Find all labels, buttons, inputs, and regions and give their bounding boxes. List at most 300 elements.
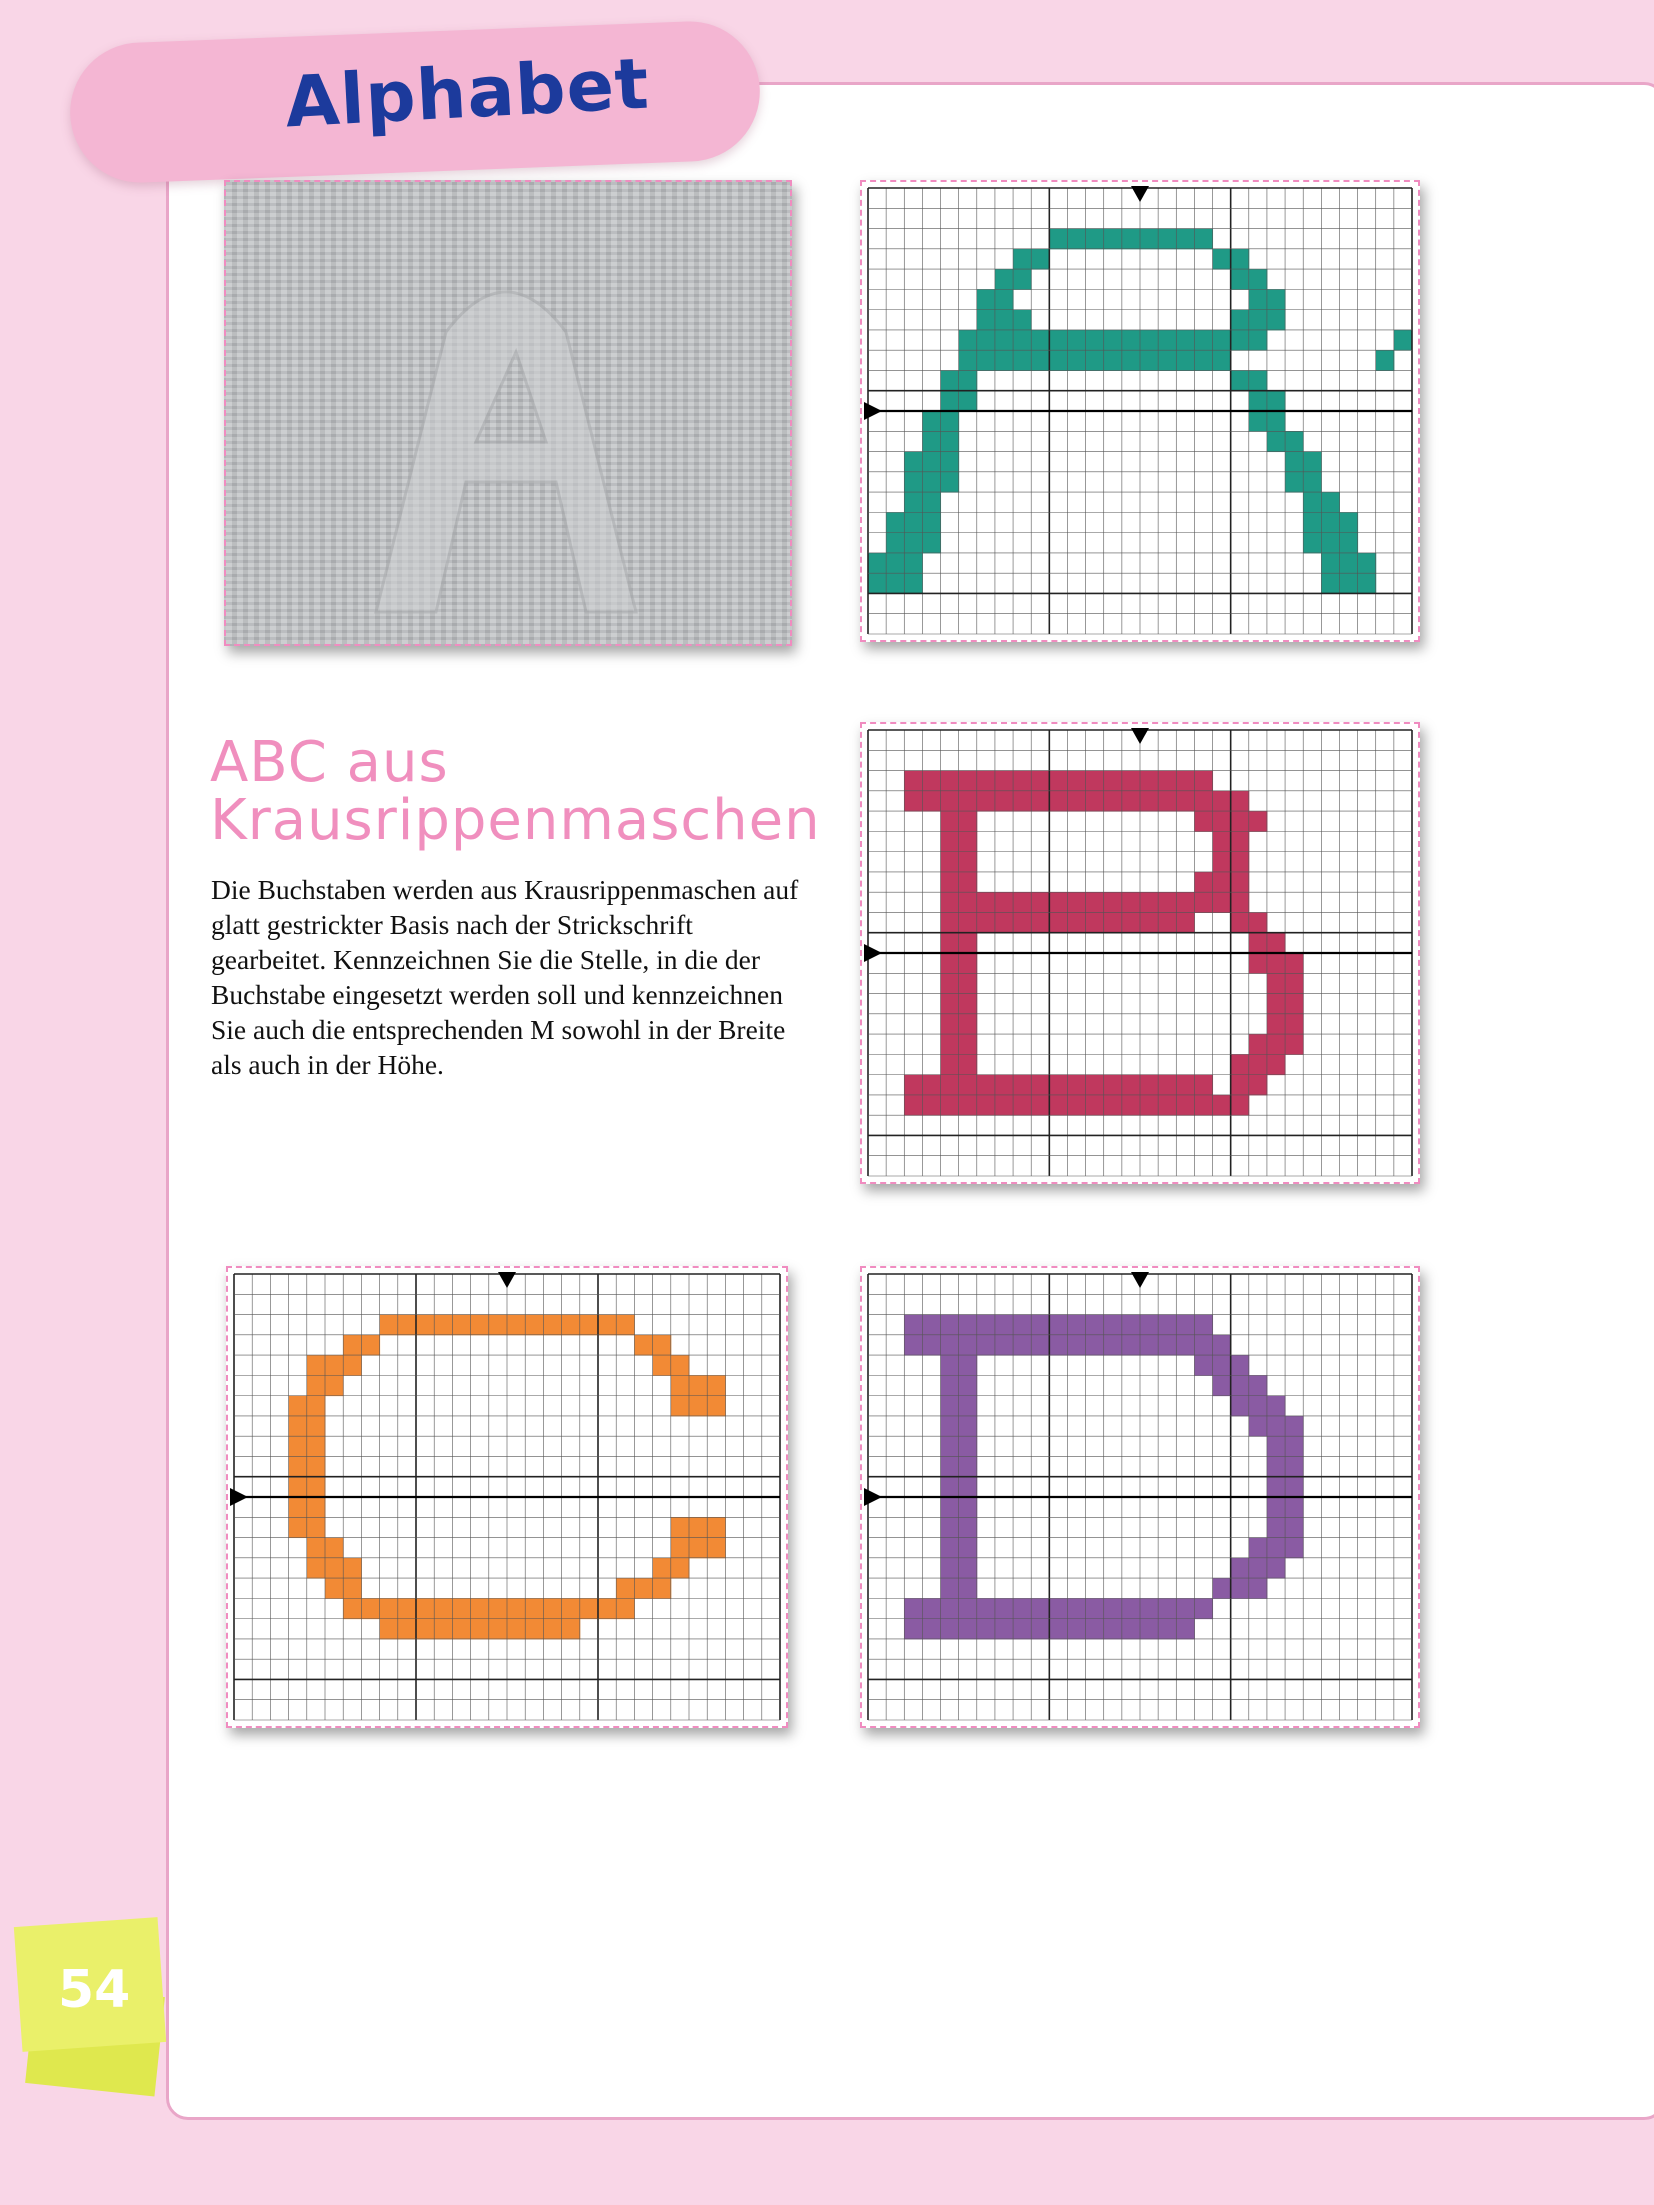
chart-cell-b	[1249, 953, 1268, 974]
chart-cell-b	[1194, 1075, 1213, 1096]
chart-cell-d	[941, 1598, 960, 1619]
chart-cell-a	[1213, 350, 1232, 371]
chart-cell-b	[959, 852, 978, 873]
chart-cell-b	[1194, 771, 1213, 792]
chart-cell-c	[653, 1558, 672, 1579]
chart-cell-c	[398, 1598, 417, 1619]
chart-cell-c	[307, 1517, 326, 1538]
chart-cell-b	[1067, 771, 1086, 792]
chart-cell-c	[325, 1558, 344, 1579]
chart-cell-d	[1285, 1436, 1304, 1457]
chart-cell-d	[1176, 1335, 1195, 1356]
chart-cell-d	[1231, 1558, 1250, 1579]
chart-cell-b	[1104, 771, 1123, 792]
chart-cell-b	[959, 912, 978, 933]
chart-cell-a	[922, 431, 941, 452]
chart-cell-a	[1303, 533, 1322, 554]
chart-cell-c	[325, 1538, 344, 1559]
chart-cell-c	[653, 1355, 672, 1376]
chart-cell-c	[562, 1315, 581, 1336]
chart-cell-b	[941, 994, 960, 1015]
chart-cell-c	[307, 1477, 326, 1498]
chart-cell-b	[1285, 973, 1304, 994]
chart-cell-a	[1158, 350, 1177, 371]
chart-cell-b	[941, 852, 960, 873]
chart-cell-b	[1176, 1075, 1195, 1096]
chart-cell-d	[959, 1598, 978, 1619]
chart-cell-c	[671, 1517, 690, 1538]
chart-cell-a	[1122, 229, 1141, 250]
chart-cell-a	[1339, 573, 1358, 594]
chart-cell-b	[1194, 892, 1213, 913]
chart-cell-b	[1031, 912, 1050, 933]
chart-cell-c	[598, 1315, 617, 1336]
chart-cell-d	[1104, 1619, 1123, 1640]
chart-cell-b	[1158, 892, 1177, 913]
chart-cell-b	[1249, 912, 1268, 933]
chart-cell-d	[1013, 1335, 1032, 1356]
chart-cell-a	[1013, 310, 1032, 331]
chart-cell-b	[1231, 791, 1250, 812]
chart-cell-b	[1213, 791, 1232, 812]
chart-cell-d	[959, 1456, 978, 1477]
chart-cell-b	[959, 994, 978, 1015]
chart-grid-a	[862, 182, 1418, 640]
chart-cell-c	[471, 1598, 490, 1619]
chart-cell-a	[1158, 229, 1177, 250]
chart-cell-b	[1176, 1095, 1195, 1116]
chart-cell-c	[434, 1315, 453, 1336]
chart-cell-b	[1140, 771, 1159, 792]
chart-cell-d	[959, 1375, 978, 1396]
chart-cell-d	[1285, 1456, 1304, 1477]
chart-cell-a	[1321, 492, 1340, 513]
chart-cell-b	[941, 953, 960, 974]
chart-cell-a	[1194, 229, 1213, 250]
chart-cell-a	[995, 350, 1014, 371]
chart-letter-d	[860, 1266, 1420, 1728]
chart-cell-c	[489, 1315, 508, 1336]
chart-cell-b	[1049, 912, 1068, 933]
chart-cell-d	[1140, 1619, 1159, 1640]
chart-cell-a	[1194, 350, 1213, 371]
chart-cell-b	[1140, 791, 1159, 812]
chart-cell-c	[434, 1619, 453, 1640]
chart-cell-b	[1049, 1095, 1068, 1116]
chart-cell-b	[1249, 1075, 1268, 1096]
chart-cell-b	[995, 791, 1014, 812]
chart-cell-c	[416, 1619, 435, 1640]
chart-cell-d	[1013, 1619, 1032, 1640]
chart-cell-b	[1249, 1054, 1268, 1075]
chart-cell-d	[1122, 1619, 1141, 1640]
chart-cell-b	[941, 1075, 960, 1096]
chart-cell-a	[1086, 229, 1105, 250]
chart-cell-b	[977, 771, 996, 792]
chart-cell-a	[868, 553, 887, 574]
chart-cell-d	[1249, 1538, 1268, 1559]
chart-cell-a	[904, 492, 923, 513]
chart-cell-c	[343, 1598, 362, 1619]
chart-cell-d	[904, 1335, 923, 1356]
chart-cell-b	[1194, 811, 1213, 832]
chart-cell-b	[1122, 791, 1141, 812]
chart-cell-a	[904, 533, 923, 554]
chart-cell-a	[1176, 330, 1195, 351]
chart-cell-d	[1213, 1578, 1232, 1599]
chart-cell-c	[525, 1315, 544, 1336]
chart-cell-b	[1049, 1075, 1068, 1096]
chart-cell-b	[1067, 912, 1086, 933]
chart-cell-a	[1122, 330, 1141, 351]
chart-cell-b	[959, 1034, 978, 1055]
chart-cell-c	[361, 1598, 380, 1619]
chart-cell-a	[904, 573, 923, 594]
chart-cell-b	[959, 953, 978, 974]
chart-cell-d	[1267, 1517, 1286, 1538]
chart-cell-a	[1303, 492, 1322, 513]
chart-cell-b	[1031, 1075, 1050, 1096]
chart-cell-a	[1376, 350, 1395, 371]
chart-cell-a	[1140, 350, 1159, 371]
chart-cell-d	[904, 1619, 923, 1640]
chart-cell-b	[1176, 892, 1195, 913]
chart-cell-b	[1031, 1095, 1050, 1116]
chart-cell-b	[959, 1014, 978, 1035]
chart-cell-c	[689, 1517, 708, 1538]
chart-cell-b	[1267, 1014, 1286, 1035]
chart-cell-b	[995, 1095, 1014, 1116]
chart-cell-c	[289, 1456, 308, 1477]
chart-cell-a	[1194, 330, 1213, 351]
chart-cell-d	[977, 1619, 996, 1640]
chart-cell-a	[941, 472, 960, 493]
chart-cell-c	[707, 1375, 726, 1396]
chart-cell-d	[959, 1558, 978, 1579]
center-column-arrow-icon	[498, 1272, 516, 1288]
chart-cell-a	[1104, 350, 1123, 371]
chart-cell-d	[959, 1578, 978, 1599]
chart-cell-a	[1213, 249, 1232, 270]
chart-cell-a	[1067, 350, 1086, 371]
chart-cell-b	[1158, 771, 1177, 792]
chart-cell-b	[1158, 912, 1177, 933]
chart-cell-d	[922, 1335, 941, 1356]
chart-cell-b	[1122, 1095, 1141, 1116]
chart-cell-a	[941, 391, 960, 412]
chart-cell-a	[1176, 350, 1195, 371]
chart-cell-b	[977, 791, 996, 812]
chart-cell-b	[941, 1054, 960, 1075]
chart-cell-d	[977, 1335, 996, 1356]
chart-cell-c	[489, 1619, 508, 1640]
chart-cell-c	[452, 1315, 471, 1336]
chart-cell-b	[1140, 912, 1159, 933]
chart-cell-a	[977, 330, 996, 351]
knitted-letter-a-shape	[226, 182, 790, 644]
chart-cell-a	[959, 391, 978, 412]
chart-cell-d	[904, 1315, 923, 1336]
chart-cell-b	[1267, 933, 1286, 954]
chart-cell-d	[977, 1315, 996, 1336]
chart-cell-c	[562, 1619, 581, 1640]
chart-cell-a	[1267, 391, 1286, 412]
chart-cell-b	[1249, 1034, 1268, 1055]
chart-cell-a	[941, 452, 960, 473]
chart-cell-d	[1267, 1456, 1286, 1477]
chart-cell-d	[1122, 1335, 1141, 1356]
chart-letter-b	[860, 722, 1420, 1184]
chart-cell-d	[1104, 1598, 1123, 1619]
chart-cell-a	[1285, 472, 1304, 493]
chart-cell-b	[1231, 1054, 1250, 1075]
chart-cell-c	[343, 1558, 362, 1579]
chart-cell-b	[959, 771, 978, 792]
chart-cell-b	[1213, 852, 1232, 873]
chart-cell-a	[977, 350, 996, 371]
chart-cell-a	[1140, 330, 1159, 351]
chart-cell-d	[959, 1497, 978, 1518]
chart-cell-d	[1049, 1598, 1068, 1619]
chart-cell-b	[1267, 953, 1286, 974]
chart-cell-c	[471, 1315, 490, 1336]
chart-cell-b	[1267, 1054, 1286, 1075]
chart-cell-d	[1249, 1578, 1268, 1599]
chart-cell-a	[1140, 229, 1159, 250]
chart-cell-a	[1267, 310, 1286, 331]
chart-cell-d	[1267, 1497, 1286, 1518]
chart-cell-d	[941, 1558, 960, 1579]
chart-cell-c	[307, 1497, 326, 1518]
chart-grid-c	[228, 1268, 786, 1726]
chart-cell-b	[1194, 1095, 1213, 1116]
chart-cell-a	[995, 310, 1014, 331]
chart-cell-b	[1176, 791, 1195, 812]
chart-cell-a	[1049, 229, 1068, 250]
chart-cell-c	[543, 1315, 562, 1336]
chart-cell-d	[941, 1315, 960, 1336]
chart-cell-a	[868, 573, 887, 594]
chart-cell-a	[904, 553, 923, 574]
chart-cell-d	[1267, 1396, 1286, 1417]
chart-cell-d	[1067, 1619, 1086, 1640]
chart-cell-c	[343, 1355, 362, 1376]
chart-cell-d	[959, 1315, 978, 1336]
chart-cell-c	[598, 1598, 617, 1619]
chart-cell-d	[1267, 1416, 1286, 1437]
chart-cell-b	[995, 912, 1014, 933]
chart-cell-d	[1122, 1598, 1141, 1619]
chart-cell-d	[1067, 1335, 1086, 1356]
chart-cell-d	[941, 1436, 960, 1457]
chart-cell-b	[1231, 1075, 1250, 1096]
chart-cell-a	[1321, 533, 1340, 554]
chart-cell-a	[1321, 573, 1340, 594]
chart-cell-b	[1213, 831, 1232, 852]
chart-cell-d	[1122, 1315, 1141, 1336]
chart-cell-a	[1303, 472, 1322, 493]
chart-cell-b	[1049, 791, 1068, 812]
chart-cell-c	[671, 1538, 690, 1559]
chart-cell-a	[1339, 533, 1358, 554]
chart-cell-d	[1067, 1598, 1086, 1619]
chart-cell-a	[1249, 310, 1268, 331]
chart-cell-d	[959, 1355, 978, 1376]
chart-cell-a	[1358, 553, 1377, 574]
chart-cell-c	[616, 1578, 635, 1599]
chart-cell-d	[1140, 1598, 1159, 1619]
chart-cell-b	[1013, 771, 1032, 792]
chart-cell-c	[289, 1517, 308, 1538]
chart-cell-d	[922, 1619, 941, 1640]
chart-cell-a	[1031, 249, 1050, 270]
chart-cell-d	[1176, 1598, 1195, 1619]
chart-cell-b	[1140, 892, 1159, 913]
chart-cell-a	[1031, 350, 1050, 371]
chart-cell-a	[1104, 229, 1123, 250]
chart-cell-b	[1104, 1075, 1123, 1096]
chart-cell-b	[977, 912, 996, 933]
chart-cell-d	[1049, 1619, 1068, 1640]
chart-cell-c	[380, 1619, 399, 1640]
chart-cell-a	[1249, 411, 1268, 432]
chart-cell-a	[886, 573, 905, 594]
chart-cell-a	[1249, 289, 1268, 310]
chart-cell-c	[689, 1396, 708, 1417]
chart-cell-b	[1122, 1075, 1141, 1096]
chart-cell-b	[1086, 912, 1105, 933]
chart-cell-d	[1049, 1335, 1068, 1356]
chart-cell-b	[941, 892, 960, 913]
chart-cell-a	[1339, 553, 1358, 574]
chart-cell-d	[1285, 1517, 1304, 1538]
chart-cell-d	[1086, 1619, 1105, 1640]
chart-cell-c	[307, 1436, 326, 1457]
chart-cell-d	[959, 1619, 978, 1640]
chart-cell-c	[398, 1619, 417, 1640]
chart-cell-a	[1158, 330, 1177, 351]
chart-cell-a	[1267, 411, 1286, 432]
chart-cell-a	[886, 512, 905, 533]
chart-cell-a	[1104, 330, 1123, 351]
chart-cell-a	[922, 452, 941, 473]
chart-cell-c	[434, 1598, 453, 1619]
chart-cell-b	[1031, 771, 1050, 792]
chart-cell-a	[1249, 330, 1268, 351]
chart-cell-c	[580, 1315, 599, 1336]
chart-cell-a	[1031, 330, 1050, 351]
chart-cell-b	[959, 1075, 978, 1096]
chart-cell-d	[1031, 1335, 1050, 1356]
chart-cell-a	[977, 310, 996, 331]
chart-cell-b	[941, 1095, 960, 1116]
chart-cell-b	[922, 771, 941, 792]
chart-cell-b	[904, 1075, 923, 1096]
chart-cell-b	[1031, 791, 1050, 812]
chart-cell-b	[1104, 791, 1123, 812]
chart-cell-d	[1267, 1558, 1286, 1579]
chart-cell-a	[922, 411, 941, 432]
chart-cell-c	[343, 1335, 362, 1356]
chart-cell-b	[922, 791, 941, 812]
chart-cell-a	[1049, 330, 1068, 351]
chart-cell-b	[1013, 912, 1032, 933]
chart-cell-c	[507, 1619, 526, 1640]
chart-cell-b	[1067, 791, 1086, 812]
chart-cell-c	[289, 1416, 308, 1437]
chart-cell-a	[904, 452, 923, 473]
chart-cell-d	[959, 1416, 978, 1437]
chart-cell-c	[671, 1375, 690, 1396]
chart-cell-a	[1013, 249, 1032, 270]
chart-cell-c	[289, 1477, 308, 1498]
chart-cell-d	[1140, 1315, 1159, 1336]
chart-cell-a	[1303, 452, 1322, 473]
chart-cell-c	[707, 1517, 726, 1538]
chart-cell-a	[1013, 350, 1032, 371]
chart-cell-a	[1394, 330, 1413, 351]
chart-cell-b	[1122, 892, 1141, 913]
chart-cell-b	[1194, 791, 1213, 812]
chart-cell-a	[904, 512, 923, 533]
chart-cell-a	[1321, 512, 1340, 533]
chart-cell-c	[325, 1375, 344, 1396]
chart-cell-b	[941, 831, 960, 852]
chart-cell-a	[1067, 229, 1086, 250]
chart-cell-c	[689, 1538, 708, 1559]
chart-letter-a	[860, 180, 1420, 642]
chart-cell-a	[1285, 452, 1304, 473]
chart-cell-d	[941, 1538, 960, 1559]
chart-cell-b	[1249, 811, 1268, 832]
chart-cell-b	[1176, 912, 1195, 933]
chart-cell-d	[1086, 1598, 1105, 1619]
chart-cell-a	[1267, 431, 1286, 452]
chart-cell-b	[1213, 872, 1232, 893]
chart-cell-a	[922, 512, 941, 533]
chart-cell-b	[1013, 1075, 1032, 1096]
chart-cell-b	[1104, 892, 1123, 913]
chart-cell-d	[941, 1335, 960, 1356]
chart-cell-d	[995, 1335, 1014, 1356]
chart-cell-b	[1285, 1034, 1304, 1055]
chart-cell-c	[307, 1416, 326, 1437]
chart-cell-d	[995, 1598, 1014, 1619]
page-number: 54	[58, 1960, 131, 2020]
chart-cell-b	[959, 791, 978, 812]
chart-cell-b	[1213, 892, 1232, 913]
chart-cell-c	[489, 1598, 508, 1619]
chart-cell-c	[289, 1396, 308, 1417]
chart-cell-b	[959, 831, 978, 852]
chart-cell-a	[959, 330, 978, 351]
chart-cell-b	[1122, 912, 1141, 933]
chart-cell-c	[380, 1315, 399, 1336]
chart-cell-d	[1158, 1335, 1177, 1356]
chart-cell-c	[634, 1335, 653, 1356]
chart-cell-d	[1231, 1396, 1250, 1417]
chart-cell-a	[941, 431, 960, 452]
chart-cell-b	[1086, 1075, 1105, 1096]
chart-cell-b	[1158, 1095, 1177, 1116]
chart-cell-c	[289, 1436, 308, 1457]
chart-cell-b	[977, 1095, 996, 1116]
chart-cell-a	[1176, 229, 1195, 250]
chart-cell-c	[689, 1375, 708, 1396]
chart-cell-a	[1231, 249, 1250, 270]
chart-cell-b	[1213, 811, 1232, 832]
chart-cell-b	[1267, 1034, 1286, 1055]
